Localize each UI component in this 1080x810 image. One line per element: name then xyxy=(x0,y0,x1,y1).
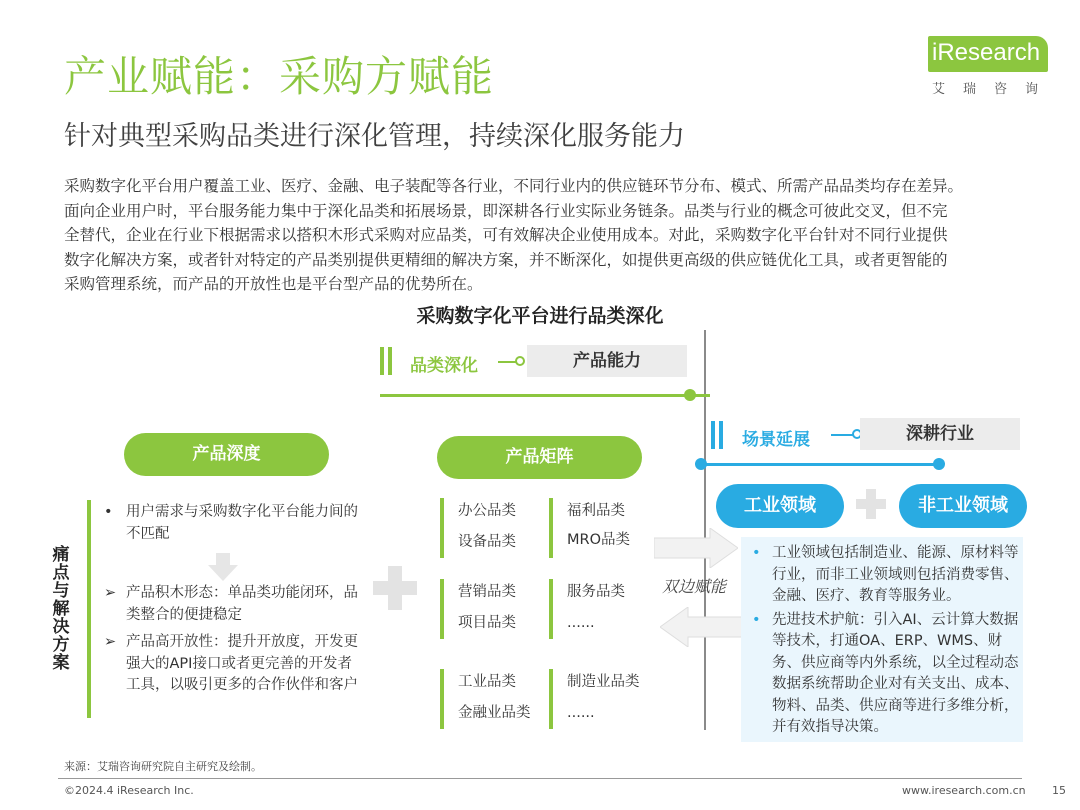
double-bar-icon xyxy=(380,347,394,375)
list-item-text: 工业领域包括制造业、能源、原材料等行业，而非工业领域则包括消费零售、金融、医疗、教育等服务业。 xyxy=(772,545,1019,604)
left-accent-bar xyxy=(87,500,91,718)
diagram-title: 采购数字化平台进行品类深化 xyxy=(416,305,664,327)
category-group-bar xyxy=(549,669,553,729)
category-label: 金融业品类 xyxy=(458,705,531,721)
industrial-domain-pill: 工业领域 xyxy=(716,484,844,528)
bullet-marker: • xyxy=(752,545,761,561)
category-deepening-label: 品类深化 xyxy=(410,356,478,376)
down-arrow-icon xyxy=(208,553,238,581)
list-item xyxy=(100,632,360,697)
bilateral-empowerment-label: 双边赋能 xyxy=(662,577,727,596)
intro-line: 全替代，企业在行业下根据需求以搭积木形式采购对应品类，可有效解决企业使用成本。对此，采购数字化平台针对不同行业提供 xyxy=(64,226,948,245)
page-number: 15 xyxy=(1052,784,1066,797)
category-group-bar xyxy=(440,669,444,729)
arrow-marker: ➢ xyxy=(104,634,117,650)
page-subtitle: 针对典型采购品类进行深化管理，持续深化服务能力 xyxy=(64,121,685,152)
list-item xyxy=(748,610,1020,739)
category-label: 服务品类 xyxy=(567,584,625,600)
category-label: 制造业品类 xyxy=(567,674,640,690)
left-arrow-icon xyxy=(660,607,744,647)
intro-line: 采购数字化平台用户覆盖工业、医疗、金融、电子装配等各行业，不同行业内的供应链环节分布、模式、所需产品品类均存在差异。 xyxy=(64,177,964,195)
list-item-text: 用户需求与采购数字化平台能力间的不匹配 xyxy=(126,504,358,542)
category-label: MRO品类 xyxy=(567,532,630,548)
non-industrial-domain-pill: 非工业领域 xyxy=(899,484,1027,528)
intro-line: 数字化解决方案，或者针对特定的产品类别提供更精细的解决方案，并不断深化，如提供更高级的供应链优化工具，或者更智能的 xyxy=(64,250,948,269)
intro-line: 面向企业用户时，平台服务能力集中于深化品类和拓展场景，即深耕各行业实际业务链条。品类与行业的概念可彼此交叉，但不完 xyxy=(64,201,948,220)
list-item-text: 产品积木形态：单品类功能闭环，品类整合的便捷稳定 xyxy=(126,585,358,623)
website-link[interactable]: www.iresearch.com.cn xyxy=(902,784,1026,797)
connector-dot xyxy=(515,356,525,366)
category-group-bar xyxy=(440,498,444,558)
pain-points-list xyxy=(100,502,360,703)
bullet-marker: • xyxy=(752,611,761,628)
category-label: 营销品类 xyxy=(458,584,516,600)
pain-points-text: 痛点与解决方案 xyxy=(52,545,70,673)
logo-subtext: 艾瑞咨询 xyxy=(932,82,1057,97)
intro-line: 采购管理系统，而产品的开放性也是平台型产品的优势所在。 xyxy=(64,275,483,294)
intro-paragraph xyxy=(64,174,1034,297)
category-label: 设备品类 xyxy=(458,534,516,550)
bullet-marker: • xyxy=(104,504,113,520)
green-timeline-dot xyxy=(684,389,696,401)
list-item xyxy=(100,583,360,626)
deep-industry-box: 深耕行业 xyxy=(860,418,1020,450)
iresearch-logo xyxy=(928,36,1057,97)
category-group-bar xyxy=(549,579,553,639)
category-label: ...... xyxy=(567,705,595,721)
list-item-text: 先进技术护航：引入AI、云计算大数据等技术，打通OA、ERP、WMS、财务、供应商等内外系统，以全过程动态数据系统帮助企业对有关支出、成本、物料、品类、供应商等进行多维分析，并有效指导决策。 xyxy=(772,611,1019,735)
plus-icon xyxy=(373,566,417,610)
product-matrix-pill: 产品矩阵 xyxy=(437,436,642,479)
product-capability-box: 产品能力 xyxy=(527,345,687,377)
right-arrow-icon xyxy=(654,528,738,568)
list-item xyxy=(748,543,1020,608)
green-timeline xyxy=(380,394,710,397)
list-item-text: 产品高开放性：提升开放度，开发更强大的API接口或者更完善的开发者工具，以吸引更多的合作伙伴和客户 xyxy=(126,634,358,693)
product-depth-pill: 产品深度 xyxy=(124,433,329,476)
list-item xyxy=(100,502,360,545)
plus-icon xyxy=(856,489,886,519)
down-arrow-row xyxy=(100,553,360,583)
scene-extension-label: 场景延展 xyxy=(742,430,810,450)
source-note: 来源：艾瑞咨询研究院自主研究及绘制。 xyxy=(64,760,262,773)
footer-divider xyxy=(58,778,1022,779)
category-label: 办公品类 xyxy=(458,503,516,519)
category-group-bar xyxy=(440,579,444,639)
blue-timeline-dot xyxy=(695,458,707,470)
blue-timeline-dot xyxy=(933,458,945,470)
logo-text: iResearch xyxy=(932,39,1041,66)
pain-points-label xyxy=(50,546,72,672)
copyright: ©2024.4 iResearch Inc. xyxy=(64,784,194,797)
category-group-bar xyxy=(549,498,553,558)
double-bar-icon xyxy=(711,421,725,449)
blue-timeline xyxy=(699,463,939,466)
category-label: ...... xyxy=(567,615,595,631)
category-label: 福利品类 xyxy=(567,503,625,519)
page-title: 产业赋能：采购方赋能 xyxy=(64,52,495,101)
category-label: 工业品类 xyxy=(458,674,516,690)
domain-description-list xyxy=(748,543,1020,741)
arrow-marker: ➢ xyxy=(104,585,117,601)
category-label: 项目品类 xyxy=(458,615,516,631)
